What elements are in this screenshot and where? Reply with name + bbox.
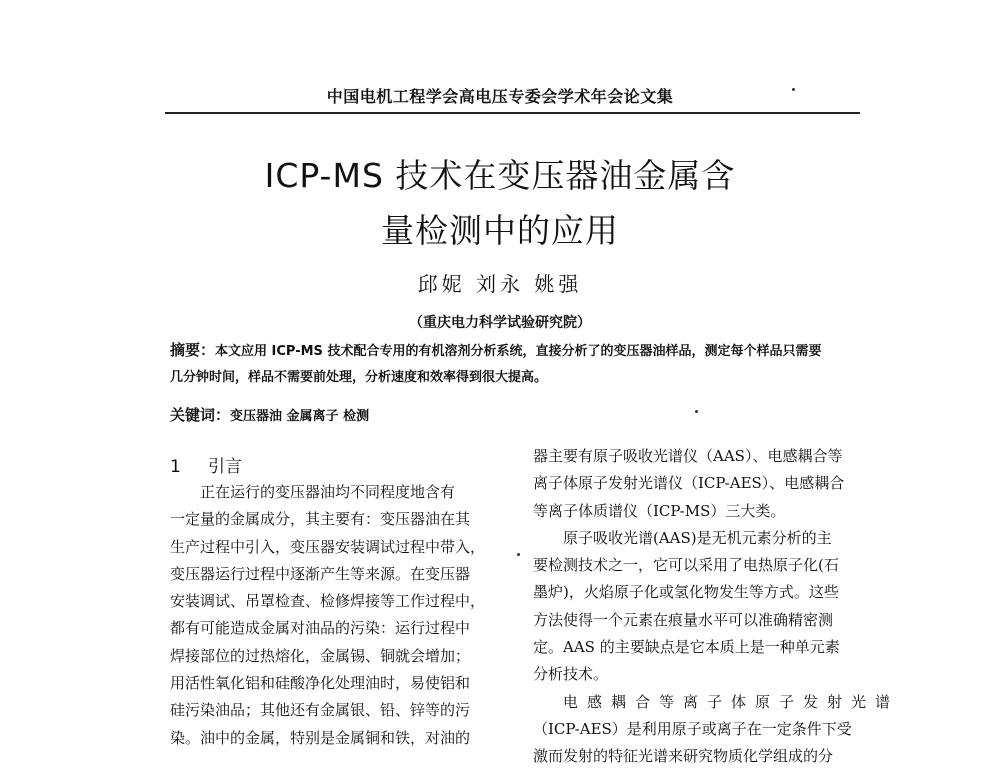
paragraph-line: 激而发射的特征光谱来研究物质化学组成的分: [533, 747, 834, 766]
abstract-text: 本文应用 ICP-MS 技术配合专用的有机溶剂分析系统，直接分析了的变压器油样品，测定每个样品只需要: [215, 344, 822, 359]
section-title: 引言: [208, 457, 242, 477]
right-column: [533, 443, 900, 771]
paragraph-line: 变压器运行过程中逐渐产生等来源。在变压器: [170, 564, 471, 583]
paragraph-line: （ICP-AES）是利用原子或离子在一定条件下受: [533, 719, 852, 738]
paragraph-line: 要检测技术之一，它可以采用了电热原子化(石: [533, 556, 839, 575]
running-head: 中国电机工程学会高电压专委会学术年会论文集: [326, 87, 674, 106]
paragraph-line: 一定量的金属成分，其主要有：变压器油在其: [170, 510, 471, 529]
paragraph-line: 离子体原子发射光谱仪（ICP-AES）、电感耦合: [533, 474, 845, 493]
scan-speck: [695, 410, 698, 413]
paragraph-line: 焊接部位的过热熔化，金属锡、铜就会增加；: [170, 646, 471, 665]
paragraph-line: 染。油中的金属，特别是金属铜和铁，对油的: [170, 728, 471, 747]
paragraph-line: 硅污染油品；其他还有金属银、铅、锌等的污: [170, 701, 471, 720]
paragraph-line: 墨炉)，火焰原子化或氢化物发生等方式。这些: [533, 583, 839, 602]
paragraph-line: 器主要有原子吸收光谱仪（AAS）、电感耦合等: [533, 447, 843, 465]
paragraph-line: 正在运行的变压器油均不同程度地含有: [200, 483, 456, 501]
affiliation: （重庆电力科学试验研究院）: [409, 315, 591, 331]
paragraph-line: 生产过程中引入，变压器安装调试过程中带入，: [170, 537, 486, 556]
keywords-text: 变压器油 金属离子 检测: [230, 409, 370, 424]
paragraph-line: 原子吸收光谱(AAS)是无机元素分析的主: [563, 528, 832, 547]
scan-speck: [792, 88, 795, 91]
keywords: [170, 404, 860, 425]
section-number: 1: [170, 457, 181, 477]
paragraph-line: 方法使得一个元素在痕量水平可以准确精密测: [533, 610, 834, 629]
paragraph-line: 定。AAS 的主要缺点是它本质上是一种单元素: [533, 638, 840, 657]
scan-speck: [517, 553, 520, 556]
abstract-label: 摘要：: [170, 341, 216, 359]
paragraph-line: 都有可能造成金属对油品的污染：运行过程中: [170, 619, 471, 638]
paper-title-line-1: ICP-MS 技术在变压器油金属含: [264, 156, 736, 195]
paragraph-line: 安装调试、吊罩检查、检修焊接等工作过程中，: [170, 592, 486, 611]
paragraph-line: 分析技术。: [533, 665, 609, 684]
paragraph-line: 电感耦合等离子体原子发射光谱: [563, 692, 900, 711]
section-heading: [170, 452, 242, 477]
paragraph-line: 用活性氧化铝和硅酸净化处理油时，易使铝和: [170, 674, 471, 693]
paper-title-line-2: 量检测中的应用: [381, 211, 619, 250]
abstract-line-1: [170, 338, 860, 365]
header-rule: [165, 112, 860, 114]
abstract: [170, 338, 860, 393]
paragraph-line: 等离子体质谱仪（ICP-MS）三大类。: [533, 501, 786, 520]
left-column: [170, 479, 496, 752]
keywords-label: 关键词：: [170, 406, 231, 424]
authors: 邱妮 刘永 姚强: [417, 272, 583, 296]
abstract-line-2: 几分钟时间，样品不需要前处理，分析速度和效率得到很大提高。: [170, 370, 548, 386]
